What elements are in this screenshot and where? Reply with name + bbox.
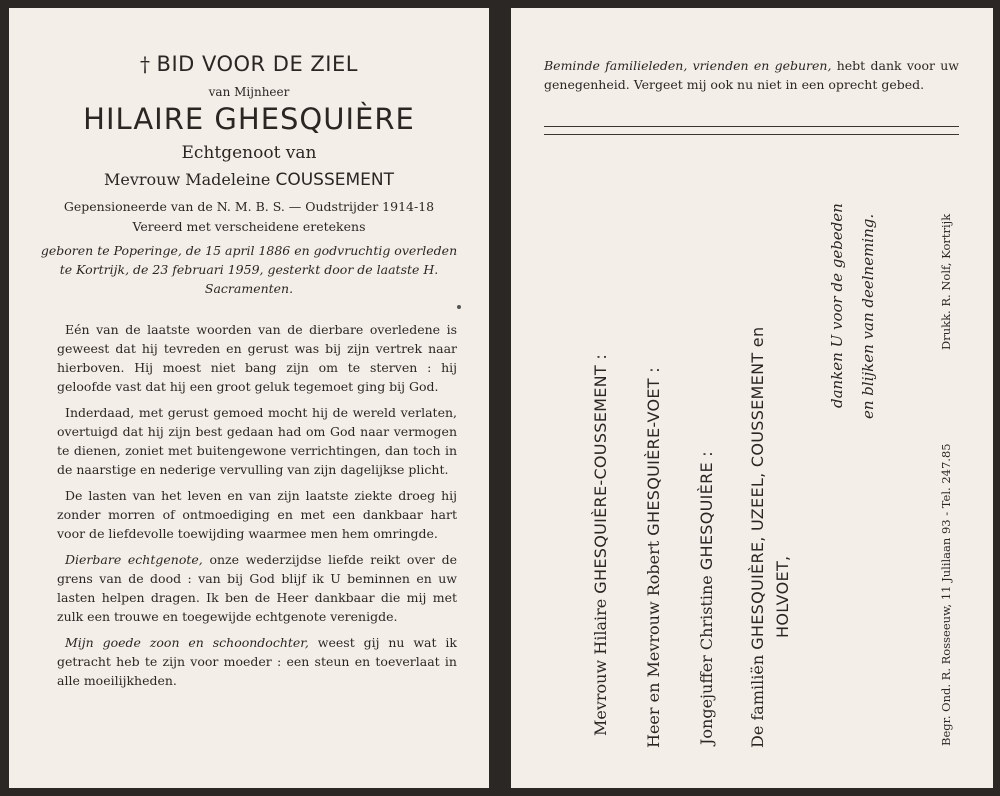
deceased-name: HILAIRE GHESQUIÈRE (83, 102, 415, 136)
family-line-1 (591, 354, 610, 736)
printer-line-2: Drukk. R. Nolf, Kortrijk (939, 213, 953, 350)
salutation: van Mijnheer (208, 85, 290, 99)
family-line-5 (773, 556, 792, 638)
family-2-prefix: Heer en Mevrouw Robert (644, 540, 663, 748)
paragraph-spouse (57, 550, 457, 626)
acknowledgement-line-1: danken U voor de gebeden (828, 203, 846, 408)
paragraph-3: De lasten van het leven en van zijn laatste ziekte droeg hij zonder morren of ontmoediging en met een dankbaar hart voor de liefdevolle toewijding waarmee men hem omringde. (57, 488, 457, 541)
thanks-text (544, 56, 959, 94)
memorial-body (57, 320, 457, 697)
cross-icon: † (140, 52, 151, 76)
divider-line (544, 134, 959, 135)
spouse-address-rest: onze wederzijdse liefde reikt over de grens van de dood : van bij God blijf ik U beminnen en uw lasten helpen dragen. Ik ben de Heer dankbaar die mij met zulk een trouwe en toegewijde echtgenote verenigde. (57, 552, 457, 624)
spouse-prefix: Mevrouw Madeleine (104, 170, 271, 189)
son-address-rest: weest gij nu wat ik getracht heb te zijn voor moeder : een steun en toeverlaat in alle moeilijkheden. (57, 635, 457, 688)
spouse-surname: COUSSEMENT (275, 170, 394, 190)
family-line-4 (748, 327, 767, 748)
family-line-3 (697, 451, 716, 745)
family-5-name: HOLVOET, (773, 555, 792, 638)
family-line-2 (644, 367, 663, 748)
paragraph-2: Inderdaad, met gerust gemoed mocht hij de wereld verlaten, overtuigd dat hij zijn best gedaan had om God naar vermogen te dienen, zoniet met buitengewone verrichtingen, dan toch in de naarstige en nederige vervulling van zijn dagelijkse plicht. (57, 405, 457, 477)
memorial-card-front (9, 8, 489, 788)
paragraph-son (57, 633, 457, 690)
family-4-prefix: De familiën (748, 654, 767, 748)
spouse-address-lead: Dierbare echtgenote, (65, 552, 203, 567)
ink-dot (457, 305, 461, 309)
spouse-label: Echtgenoot van (181, 143, 317, 163)
family-1-name: GHESQUIÈRE-COUSSEMENT : (591, 353, 610, 594)
family-4-name: GHESQUIÈRE, UZEEL, COUSSEMENT en (748, 326, 767, 650)
spouse-name (9, 170, 489, 190)
printer-line-1: Begr. Ond. R. Rosseeuw, 11 Julilaan 93 - Tel. 247.85 (939, 443, 953, 746)
birth-death-text: geboren te Poperinge, de 15 april 1886 en godvruchtig overleden te Kortrijk, de 23 februari 1959, gesterkt door de laatste H. Sacramenten. (40, 243, 458, 296)
honours-line: Vereerd met verscheidene eretekens (132, 219, 366, 234)
memorial-card-back (511, 8, 993, 788)
career-line: Gepensioneerde van de N. M. B. S. — Oudstrijder 1914-18 (63, 199, 435, 214)
acknowledgement-line-2: en blijken van deelneming. (859, 213, 877, 419)
family-3-name: GHESQUIÈRE : (697, 451, 716, 571)
family-2-name: GHESQUIÈRE-VOET : (644, 367, 663, 536)
paragraph-1: Eén van de laatste woorden van de dierbare overledene is geweest dat hij tevreden en gerust was bij zijn vertrek naar hierboven. Hij moest niet bang zijn om te sterven : hij geloofde vast dat hij een groot geluk tegemoet ging bij God. (57, 322, 457, 394)
son-address-lead: Mijn goede zoon en schoondochter, (65, 635, 309, 650)
prayer-heading-text: BID VOOR DE ZIEL (156, 52, 358, 76)
thanks-lead: Beminde familieleden, vrienden en geburen, (544, 58, 832, 73)
thanks-rest: hebt dank voor uw genegenheid. Vergeet mij ook nu niet in een oprecht gebed. (544, 58, 959, 92)
divider-line (544, 126, 959, 127)
family-1-prefix: Mevrouw Hilaire (591, 598, 610, 736)
prayer-heading (9, 52, 489, 76)
family-3-prefix: Jongejuffer Christine (697, 575, 716, 745)
